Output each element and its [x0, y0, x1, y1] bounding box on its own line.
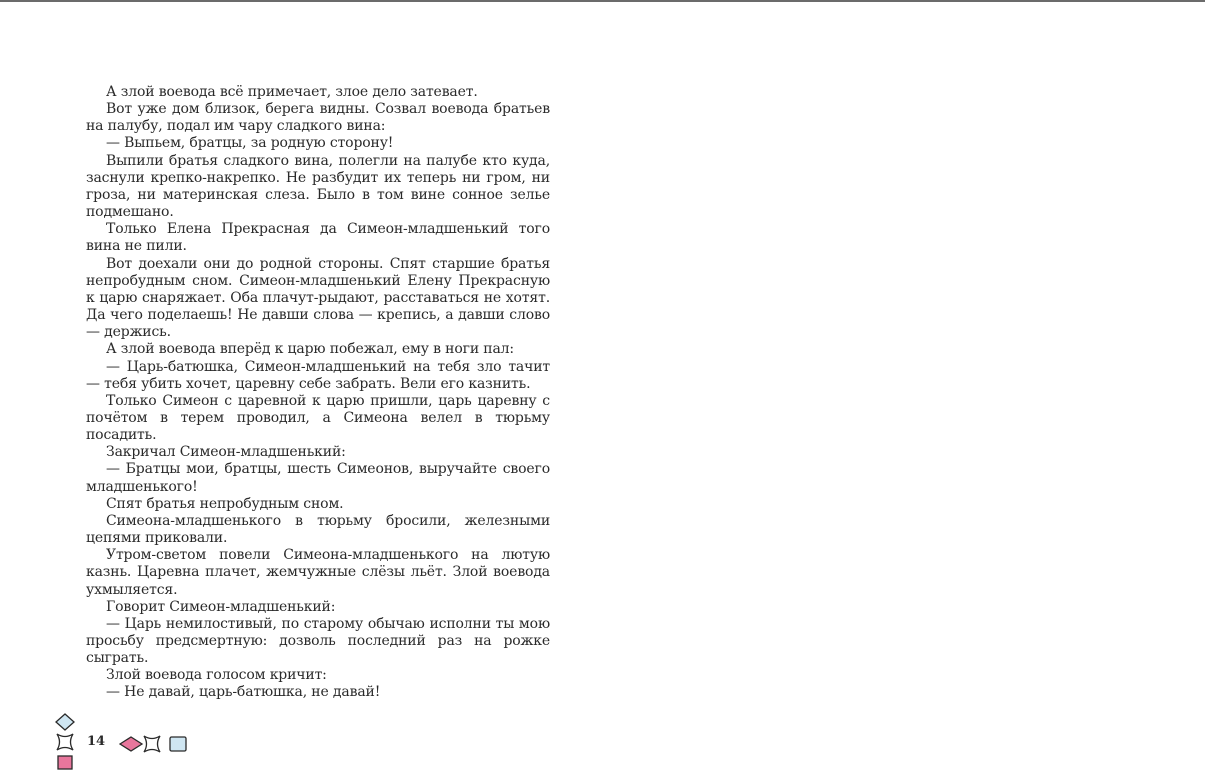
paragraph: А злой воевода всё примечает, злое дело затевает.: [106, 84, 478, 100]
paragraph: Выпили братья сладкого вина, полегли на палубе кто куда, заснули крепко-накрепко. Не разбудит их теперь ни гром, ни гроза, ни материнская слеза. Было в том вине сонное зелье подмешано.: [86, 152, 550, 221]
paragraph: Спят братья непробудным сном.: [106, 495, 344, 512]
paragraph: — Царь немилостивый, по старому обычаю исполни ты мою просьбу предсмертную: дозволь последний раз на рожке сыграть.: [86, 615, 550, 667]
page-top-rule: [0, 0, 1205, 2]
story-text: [86, 84, 550, 702]
diamond-icon: [56, 714, 74, 730]
paragraph: Закричал Симеон-младшенький:: [106, 444, 346, 461]
square-icon: [170, 737, 186, 751]
cross-icon: [57, 734, 73, 750]
square-icon: [58, 756, 72, 769]
paragraph: — Братцы мои, братцы, шесть Симеонов, выручайте своего младшенького!: [86, 461, 550, 495]
paragraph: Вот уже дом близок, берега видны. Созвал воевода братьев на палубу, подал им чару сладкого вина:: [86, 101, 550, 135]
horizontal-ornament: [119, 734, 191, 754]
paragraph: Вот доехали они до родной стороны. Спят старшие братья непробудным сном. Симеон-младшенький Елену Прекрасную к царю снаряжает. Оба плачут-рыдают, расставаться не хотят. Да чего поделаешь! Не давши слова — крепись, а давши слово — держись.: [86, 255, 550, 341]
vertical-ornament: [54, 713, 76, 771]
paragraph: Говорит Симеон-младшенький:: [106, 598, 336, 615]
cross-icon: [144, 736, 160, 752]
paragraph: А злой воевода вперёд к царю побежал, ему в ноги пал:: [106, 341, 514, 358]
paragraph: Только Симеон с царевной к царю пришли, царь царевну с почётом в терем проводил, а Симеона велел в тюрьму посадить.: [86, 392, 550, 444]
paragraph: Симеона-младшенького в тюрьму бросили, железными цепями приковали.: [86, 512, 550, 547]
paragraph: — Не давай, царь-батюшка, не давай!: [106, 684, 381, 701]
paragraph: — Выпьем, братцы, за родную сторону!: [106, 135, 394, 152]
paragraph: Только Елена Прекрасная да Симеон-младшенький того вина не пили.: [86, 221, 550, 255]
page-number: 14: [87, 734, 106, 749]
paragraph: Утром-светом повели Симеона-младшенького на лютую казнь. Царевна плачет, жемчужные слёзы льёт. Злой воевода ухмыляется.: [86, 547, 550, 598]
diamond-icon: [120, 737, 142, 751]
paragraph: — Царь-батюшка, Симеон-младшенький на тебя зло тачит — тебя убить хочет, царевну себе забрать. Вели его казнить.: [86, 358, 550, 392]
paragraph: Злой воевода голосом кричит:: [106, 667, 327, 684]
